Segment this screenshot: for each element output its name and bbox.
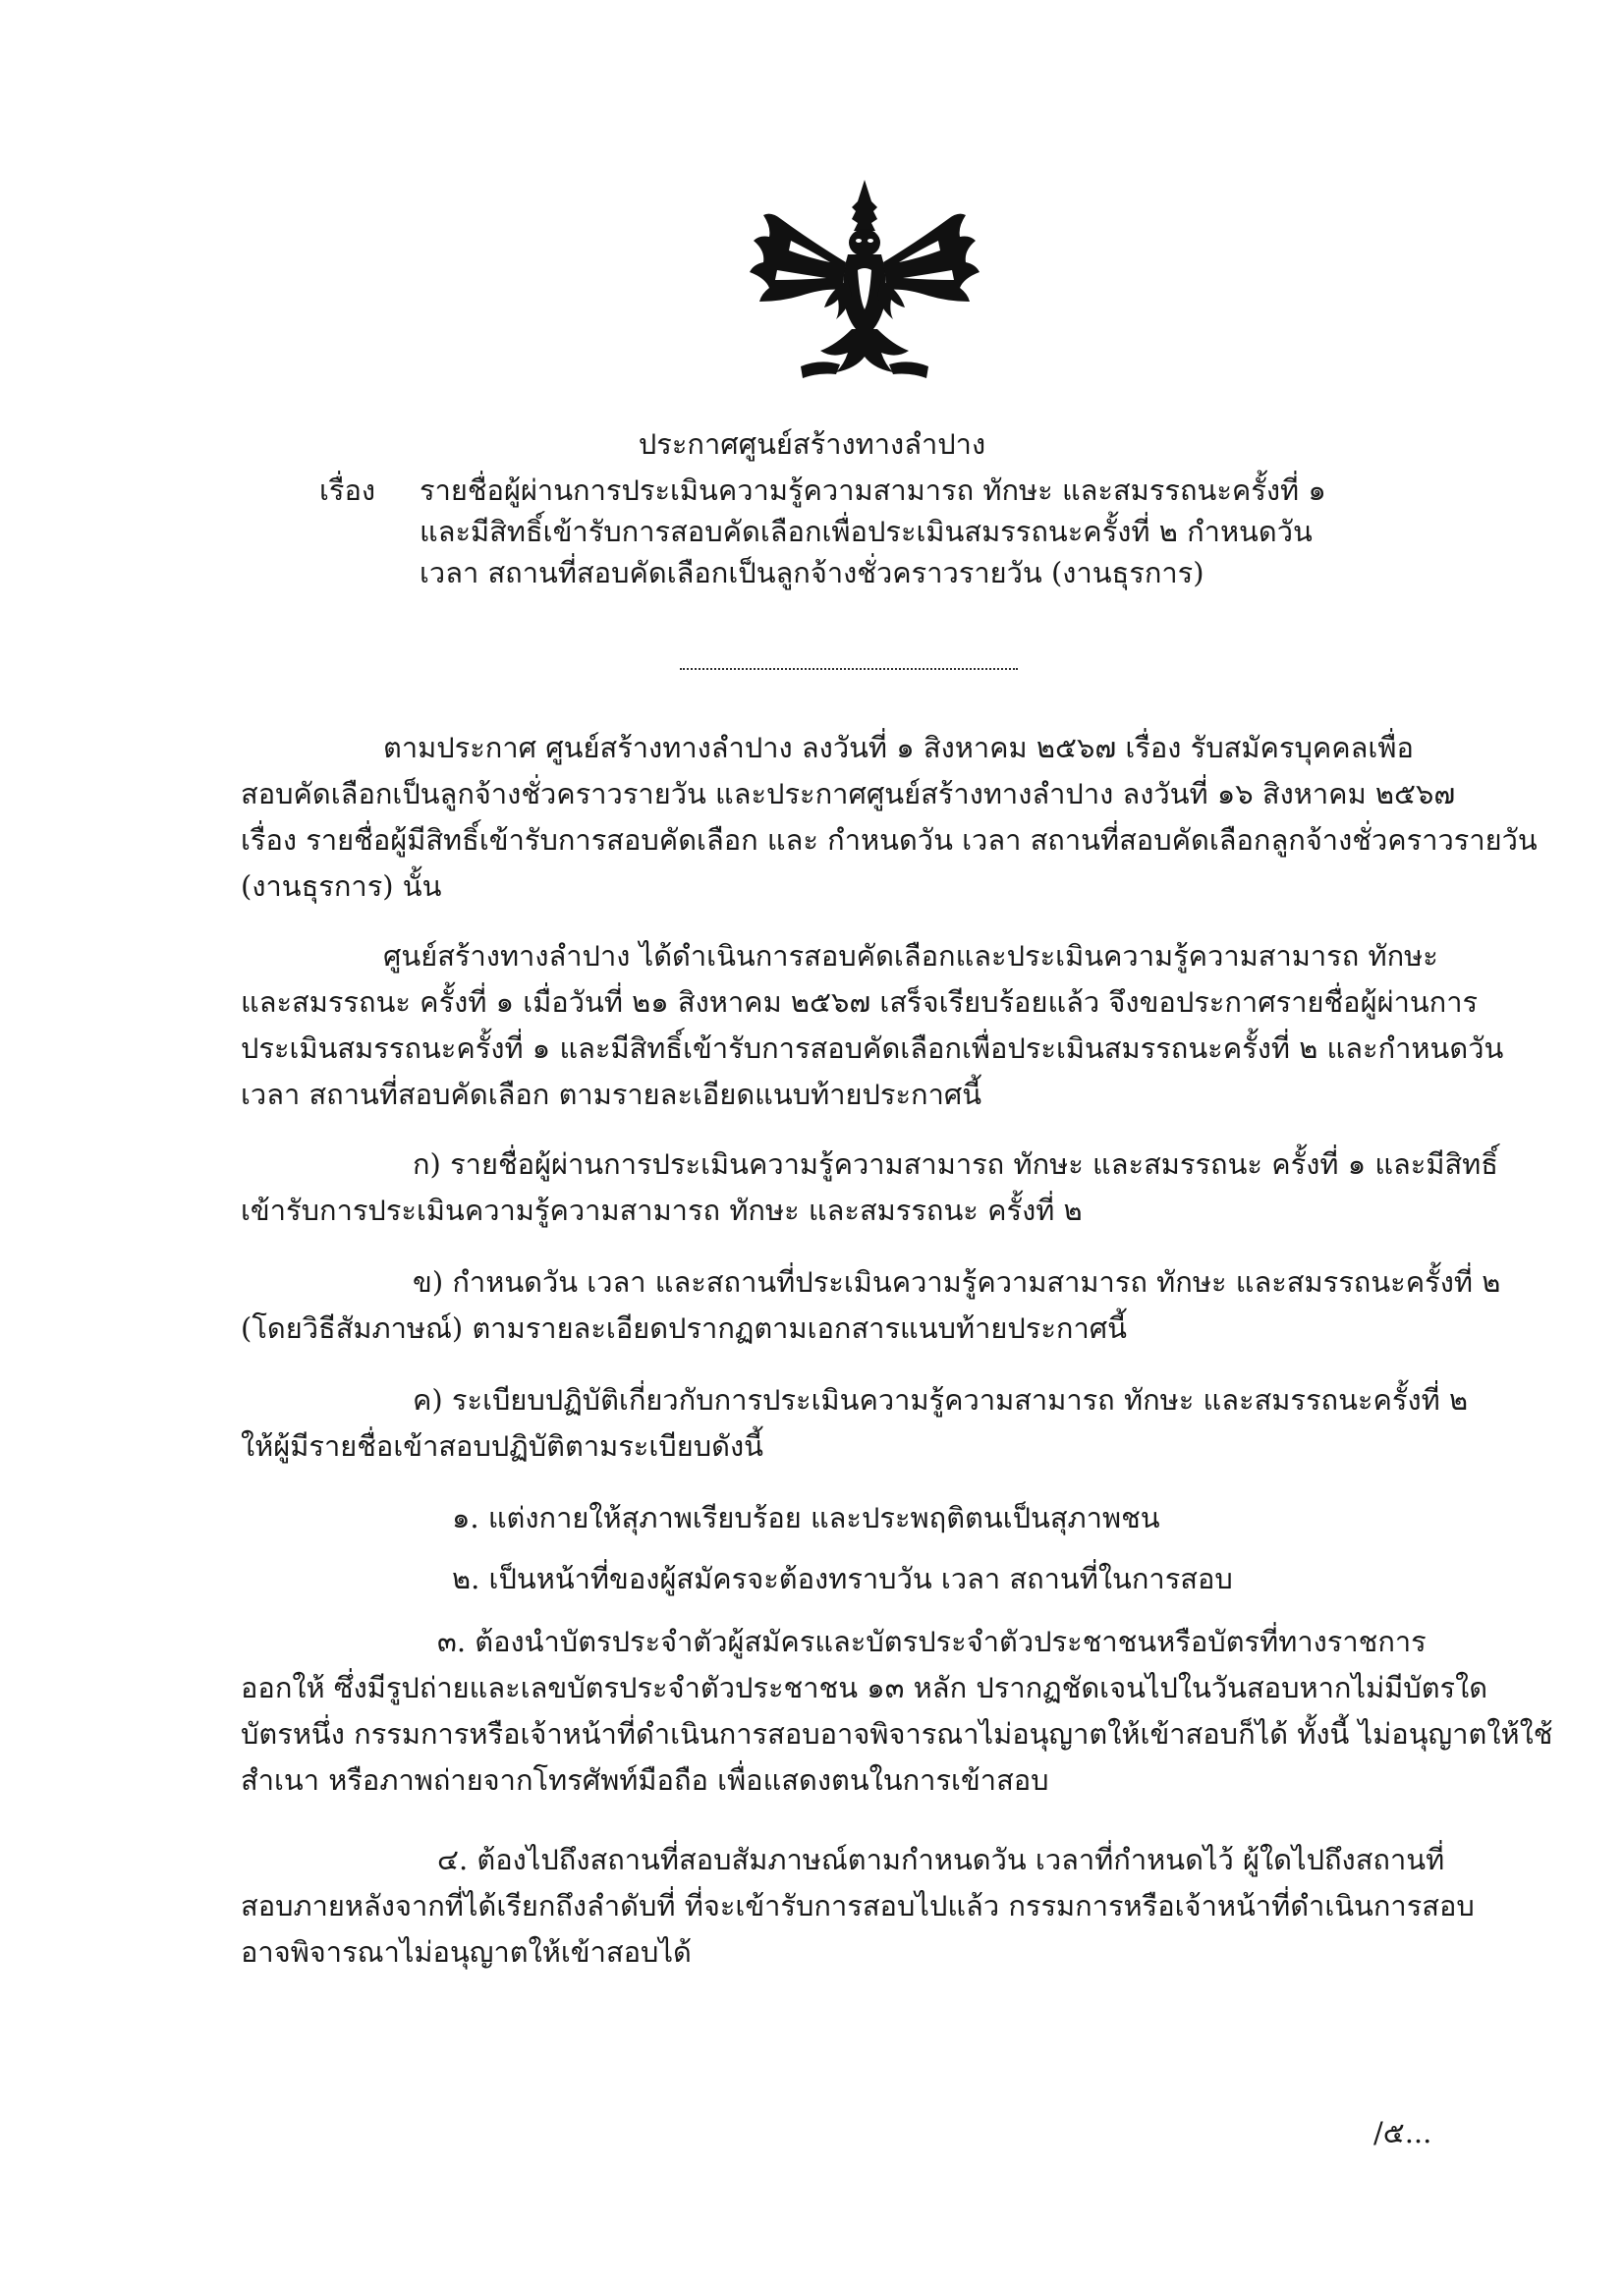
paragraph-line: (โดยวิธีสัมภาษณ์) ตามรายละเอียดปรากฏตามเอกสารแนบท้ายประกาศนี้ — [241, 1311, 1127, 1345]
announcement-title: ประกาศศูนย์สร้างทางลำปาง — [638, 427, 986, 461]
subject-line: เวลา สถานที่สอบคัดเลือกเป็นลูกจ้างชั่วคราวรายวัน (งานธุรการ) — [420, 556, 1204, 589]
subject-line: และมีสิทธิ์เข้ารับการสอบคัดเลือกเพื่อประเมินสมรรถนะครั้งที่ ๒ กำหนดวัน — [420, 515, 1313, 548]
paragraph-line: สำเนา หรือภาพถ่ายจากโทรศัพท์มือถือ เพื่อแสดงตนในการเข้าสอบ — [241, 1763, 1049, 1797]
paragraph-line: ๑. แต่งกายให้สุภาพเรียบร้อย และประพฤติตนเป็นสุภาพชน — [452, 1501, 1160, 1534]
rule-4 — [241, 1837, 1475, 1976]
subject-label: เรื่อง — [319, 474, 376, 507]
paragraph-result — [241, 933, 1504, 1118]
subject-line: รายชื่อผู้ผ่านการประเมินความรู้ความสามารถ ทักษะ และสมรรถนะครั้งที่ ๑ — [420, 474, 1326, 507]
paragraph-line: สอบภายหลังจากที่ได้เรียกถึงลำดับที่ ที่จะเข้ารับการสอบไปแล้ว กรรมการหรือเจ้าหน้าที่ดำเนินการสอบ — [241, 1889, 1475, 1922]
rule-2 — [241, 1556, 1464, 1602]
garuda-emblem-icon — [742, 172, 987, 388]
paragraph-reference — [241, 725, 1538, 910]
paragraph-line: ๒. เป็นหน้าที่ของผู้สมัครจะต้องทราบวัน เวลา สถานที่ในการสอบ — [452, 1562, 1233, 1595]
paragraph-line: และสมรรถนะ ครั้งที่ ๑ เมื่อวันที่ ๒๑ สิงหาคม ๒๕๖๗ เสร็จเรียบร้อยแล้ว จึงขอประกาศรายชื่อผู้ผ่านการ — [241, 985, 1479, 1019]
paragraph-line: สอบคัดเลือกเป็นลูกจ้างชั่วคราวรายวัน และประกาศศูนย์สร้างทางลำปาง ลงวันที่ ๑๖ สิงหาคม ๒๕๖๗ — [241, 777, 1456, 810]
paragraph-line: ตามประกาศ ศูนย์สร้างทางลำปาง ลงวันที่ ๑ สิงหาคม ๒๕๖๗ เรื่อง รับสมัครบุคคลเพื่อ — [383, 731, 1414, 764]
paragraph-line: เข้ารับการประเมินความรู้ความสามารถ ทักษะ และสมรรถนะ ครั้งที่ ๒ — [241, 1194, 1083, 1227]
paragraph-line: (งานธุรการ) นั้น — [241, 869, 442, 903]
paragraph-line: ค) ระเบียบปฏิบัติเกี่ยวกับการประเมินความรู้ความสามารถ ทักษะ และสมรรถนะครั้งที่ ๒ — [413, 1383, 1469, 1417]
rule-1 — [241, 1495, 1464, 1541]
paragraph-line: ๔. ต้องไปถึงสถานที่สอบสัมภาษณ์ตามกำหนดวัน เวลาที่กำหนดไว้ ผู้ใดไปถึงสถานที่ — [437, 1843, 1445, 1876]
paragraph-line: ออกให้ ซึ่งมีรูปถ่ายและเลขบัตรประจำตัวประชาชน ๑๓ หลัก ปรากฏชัดเจนไปในวันสอบหากไม่มีบัตรใด — [241, 1671, 1488, 1704]
dotted-divider — [680, 668, 1018, 670]
paragraph-line: อาจพิจารณาไม่อนุญาตให้เข้าสอบได้ — [241, 1935, 692, 1969]
item-kho-khwai — [241, 1377, 1469, 1470]
rule-3 — [241, 1619, 1553, 1804]
paragraph-line: ข) กำหนดวัน เวลา และสถานที่ประเมินความรู้ความสามารถ ทักษะ และสมรรถนะครั้งที่ ๒ — [413, 1265, 1501, 1299]
paragraph-line: เวลา สถานที่สอบคัดเลือก ตามรายละเอียดแนบท้ายประกาศนี้ — [241, 1078, 982, 1111]
paragraph-line: เรื่อง รายชื่อผู้มีสิทธิ์เข้ารับการสอบคัดเลือก และ กำหนดวัน เวลา สถานที่สอบคัดเลือกลูกจ้างชั่วคราวรายวัน — [241, 823, 1538, 857]
paragraph-line: ให้ผู้มีรายชื่อเข้าสอบปฏิบัติตามระเบียบดังนี้ — [241, 1429, 763, 1463]
subject-text — [420, 470, 1353, 593]
paragraph-line: ก) รายชื่อผู้ผ่านการประเมินความรู้ความสามารถ ทักษะ และสมรรถนะ ครั้งที่ ๑ และมีสิทธิ์ — [413, 1147, 1498, 1181]
paragraph-line: ศูนย์สร้างทางลำปาง ได้ดำเนินการสอบคัดเลือกและประเมินความรู้ความสามารถ ทักษะ — [383, 939, 1438, 973]
item-ko — [241, 1142, 1498, 1234]
paragraph-line: ๓. ต้องนำบัตรประจำตัวผู้สมัครและบัตรประจำตัวประชาชนหรือบัตรที่ทางราชการ — [437, 1625, 1427, 1658]
paragraph-line: บัตรหนึ่ง กรรมการหรือเจ้าหน้าที่ดำเนินการสอบอาจพิจารณาไม่อนุญาตให้เข้าสอบก็ได้ ทั้งนี้ ไม่อนุญาตให้ใช้ — [241, 1717, 1553, 1751]
item-kho — [241, 1259, 1501, 1352]
paragraph-line: ประเมินสมรรถนะครั้งที่ ๑ และมีสิทธิ์เข้ารับการสอบคัดเลือกเพื่อประเมินสมรรถนะครั้งที่ ๒ และกำหนดวัน — [241, 1031, 1504, 1065]
next-page-reference: /๕... — [1373, 2116, 1432, 2149]
